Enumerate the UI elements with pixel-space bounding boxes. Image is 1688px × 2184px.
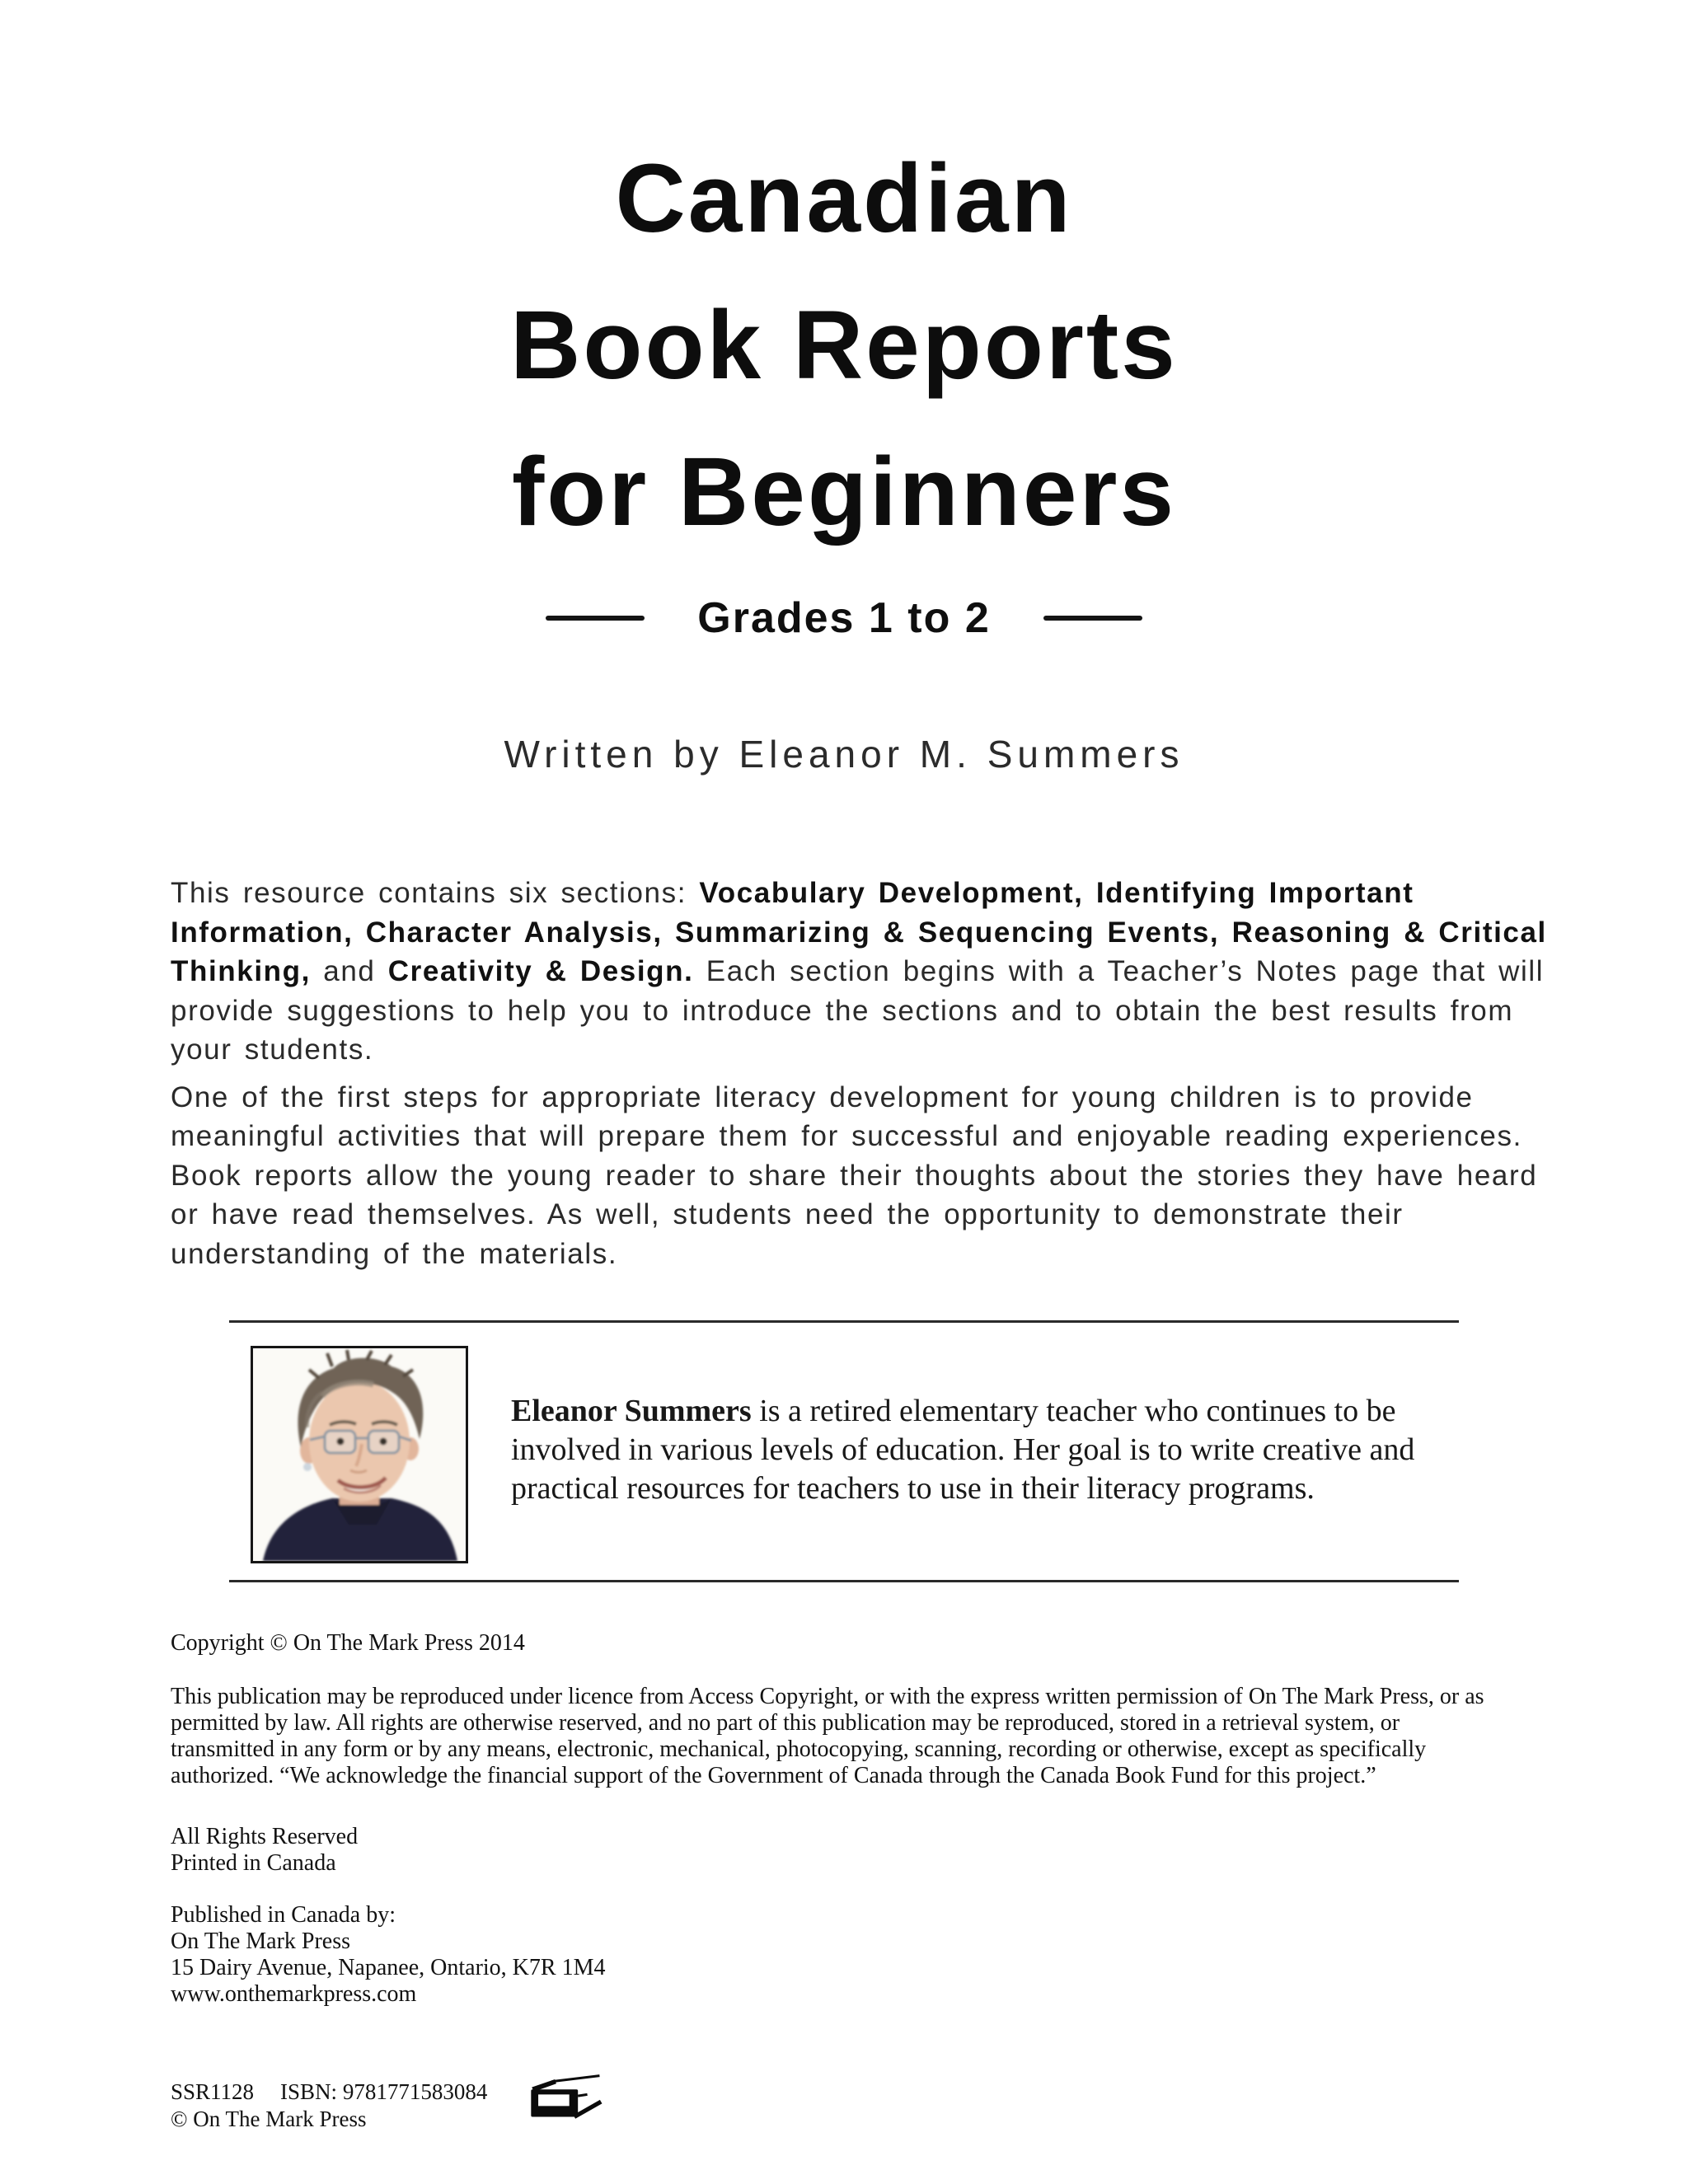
author-bio-text — [511, 1392, 1447, 1508]
publisher-block — [171, 1902, 1489, 2008]
publisher-website: www.onthemarkpress.com — [171, 1981, 417, 2007]
photocopier-icon — [525, 2074, 604, 2131]
published-line-1: Published in Canada by: — [171, 1902, 396, 1928]
product-code: SSR1128 — [171, 2079, 255, 2104]
legal-text: This publication may be reproduced under licence from Access Copyright, or with the express written permission of On The Mark Press, or as permitted by law. All rights are otherwise reserved, and no part of this publication may be reproduced, stored in a retrieval system, or transmitted in any form or by any means, electronic, mechanical, photocopying, scanning, recording or otherwise, except as specifically authorized. “We acknowledge the financial support of the Government of Canada through the Canada Book Fund for this project.” — [171, 1684, 1484, 1788]
intro-seg-section-names: Creativity & Design. — [387, 955, 694, 987]
author-name: Eleanor Summers — [511, 1394, 752, 1428]
page-footer — [171, 2079, 604, 2133]
footer-copyright: © On The Mark Press — [171, 2107, 367, 2131]
copyright-line: Copyright © On The Mark Press 2014 — [171, 1630, 525, 1656]
intro-seg-section-names: Vocabulary Development, Identifying Important Information, Character Analysis, Summarizing & Sequencing Events, Reasoning & Critical Thinking, — [171, 877, 1547, 987]
footer-text — [171, 2079, 487, 2133]
grade-range-label: Grades 1 to 2 — [697, 594, 991, 642]
colophon — [171, 1630, 1489, 2008]
grade-banner — [0, 593, 1688, 643]
author-byline: Written by Eleanor M. Summers — [504, 733, 1184, 776]
grade-dash-right — [1043, 616, 1142, 621]
title-line-3: for Beginners — [511, 438, 1177, 546]
book-title — [0, 0, 1688, 565]
publisher-address: 15 Dairy Avenue, Napanee, Ontario, K7R 1M4 — [171, 1955, 606, 1980]
author-bio-section — [229, 1320, 1459, 1582]
intro-paragraph-2: One of the first steps for appropriate literacy development for young children is to provide meaningful activities that will prepare them for successful and enjoyable reading experiences. Book reports allow the young reader to share their thoughts about the stories they have heard or have read themselves. As well, students need the opportunity to demonstrate their understanding of the materials. — [171, 1080, 1538, 1270]
grade-dash-left — [546, 616, 645, 621]
publisher-name: On The Mark Press — [171, 1929, 351, 1954]
isbn: ISBN: 9781771583084 — [280, 2079, 488, 2104]
title-line-1: Canadian — [615, 144, 1073, 253]
intro-seg-normal: This resource contains six sections: — [171, 877, 700, 909]
intro-seg-normal: and — [310, 955, 388, 987]
intro-seg-normal: Each section begins with a Teacher’s Notes page that will provide suggestions to help you to introduce the sections and to obtain the best results from your students. — [171, 955, 1545, 1066]
author-portrait-illustration — [253, 1348, 466, 1561]
rights-line-2: Printed in Canada — [171, 1850, 336, 1876]
author-bio-rest: is a retired elementary teacher who continues to be involved in various levels of education. Her goal is to write creative and practical resources for teachers to use in their literacy programs. — [511, 1394, 1415, 1506]
rights-line-1: All Rights Reserved — [171, 1824, 359, 1849]
introduction-text — [171, 874, 1568, 1273]
footer-ids — [171, 2079, 487, 2106]
intro-paragraph-1 — [171, 874, 1568, 1070]
title-line-2: Book Reports — [510, 291, 1178, 400]
rights-block — [171, 1824, 1489, 1877]
author-portrait-photo — [251, 1346, 468, 1563]
